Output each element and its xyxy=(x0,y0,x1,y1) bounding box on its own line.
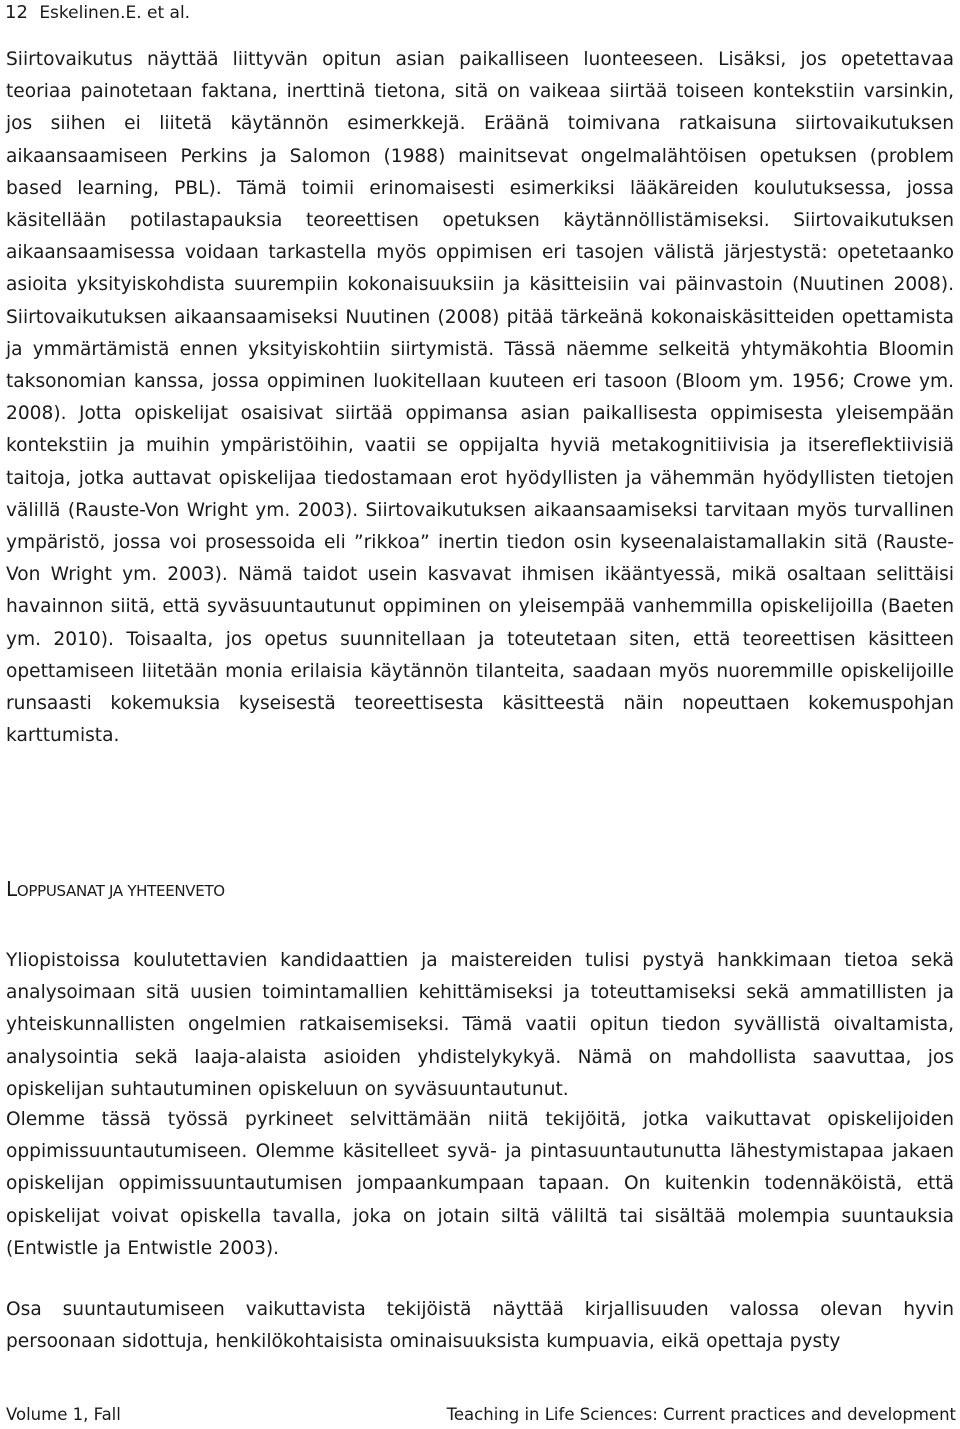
section-heading-conclusions xyxy=(6,877,225,901)
body-paragraph-university-graduates: Yliopistoissa koulutettavien kandidaattien ja maistereiden tulisi pystyä hankkimaan tietoa sekä analysoimaan sitä uusien toimintamallien kehittämiseksi ja toteuttamiseksi sekä ammatillisten ja yhteiskunnallisten ongelmien ratkaisemiseksi. Tämä vaatii opitun tiedon syvällistä oivaltamista, analysointia sekä laaja-alaista asioiden yhdistelykykyä. Nämä on mahdollista saavuttaa, jos opiskelijan suhtautuminen opiskeluun on syväsuuntautunut. xyxy=(6,950,954,1100)
body-paragraph-transfer-effect: Siirtovaikutus näyttää liittyvän opitun asian paikalliseen luonteeseen. Lisäksi, jos opetettavaa teoriaa painotetaan faktana, inerttinä tietona, sitä on vaikeaa siirtää toiseen kontekstiin varsinkin, jos siihen ei liitetä käytännön esimerkkejä. Eräänä toimivana ratkaisuna siirtovaikutuksen aikaansaamiseen Perkins ja Salomon (1988) mainitsevat ongelmalähtöisen opetuksen (problem based learning, PBL). Tämä toimii erinomaisesti esimerkiksi lääkäreiden koulutuksessa, jossa käsitellään potilastapauksia teoreettisen opetuksen käytännöllistämiseksi. Siirtovaikutuksen aikaansaamisessa voidaan tarkastella myös oppimisen eri tasojen välistä järjestystä: opetetaanko asioita yksityiskohdista suurempiin kokonaisuuksiin ja käsitteisiin vai päinvastoin (Nuutinen 2008). Siirtovaikutuksen aikaansaamiseksi Nuutinen (2008) pitää tärkeänä kokonaiskäsitteiden opettamista ja ymmärtämistä ennen yksityiskohtiin siirtymistä. Tässä näemme selkeitä yhtymäkohtia Bloomin taksonomian kanssa, jossa oppiminen luokitellaan kuuteen eri tasoon (Bloom ym. 1956; Crowe ym. 2008). Jotta opiskelijat osaisivat siirtää oppimansa asian paikallisesta oppimisesta yleisempään kontekstiin ja muihin ympäristöihin, vaatii se oppijalta hyviä metakognitiivisia ja itsereflektiivisiä taitoja, jotka auttavat opiskelijaa tiedostamaan erot hyödyllisten ja vähemmän hyödyllisten tietojen välillä (Rauste-Von Wright ym. 2003). Siirtovaikutuksen aikaansaamiseksi tarvitaan myös turvallinen ympäristö, jossa voi prosessoida eli ”rikkoa” inertin tiedon osin kyseenalaistamallakin sitä (Rauste-Von Wright ym. 2003). Nämä taidot usein kasvavat ihmisen ikääntyessä, mikä osaltaan selittäisi havainnon siitä, että syväsuuntautunut oppiminen on yleisempää vanhemmilla opiskelijoilla (Baeten ym. 2010). Toisaalta, jos opetus suunnitellaan ja toteutetaan siten, että teoreettisen käsitteen opettamiseen liitetään monia erilaisia käytännön tilanteita, saadaan myös nuoremmille opiskelijoille runsaasti kokemuksia kyseisestä teoreettisesta käsitteestä näin nopeuttaen kokemuspohjan karttumista. xyxy=(6,49,954,747)
footer-volume: Volume 1, Fall xyxy=(6,1405,121,1424)
body-paragraph-learning-orientation: Olemme tässä työssä pyrkineet selvittämään niitä tekijöitä, jotka vaikuttavat opiskelijoiden oppimissuuntautumiseen. Olemme käsitelleet syvä- ja pintasuuntautunutta lähestymistapaa jakaen opiskelijan oppimissuuntautumisen jompaankumpaan tapaan. On kuitenkin todennäköistä, että opiskelijat voivat opiskella tavalla, joka on jotain siltä väliltä tai sisältää molempia suuntauksia (Entwistle ja Entwistle 2003). xyxy=(6,1109,954,1259)
running-header xyxy=(5,2,190,23)
page-number: 12 xyxy=(5,2,28,23)
section-heading-rest: OPPUSANAT JA YHTEENVETO xyxy=(16,882,225,900)
section-heading-initial: L xyxy=(6,877,17,901)
footer-journal-title: Teaching in Life Sciences: Current practices and development xyxy=(446,1405,956,1424)
body-paragraph-personal-factors: Osa suuntautumiseen vaikuttavista tekijöistä näyttää kirjallisuuden valossa olevan hyvin persoonaan sidottuja, henkilökohtaisista ominaisuuksista kumpuavia, eikä opettaja pysty xyxy=(6,1299,954,1353)
running-header-authors: Eskelinen.E. et al. xyxy=(39,3,191,23)
